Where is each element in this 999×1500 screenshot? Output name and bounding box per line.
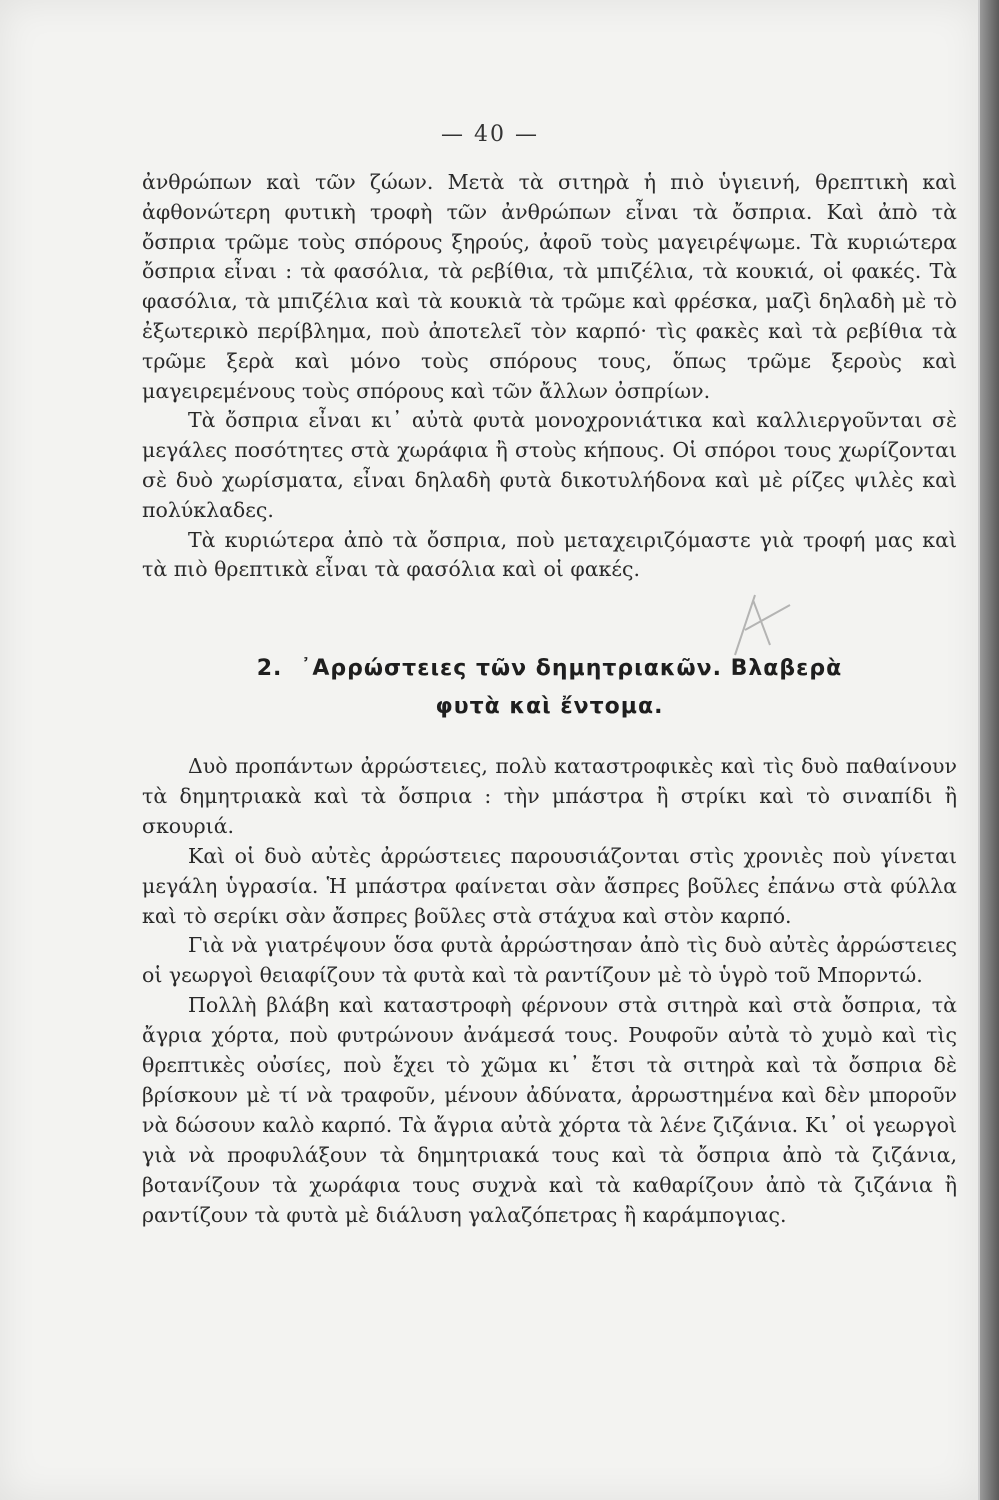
paragraph: Γιὰ νὰ γιατρέψουν ὅσα φυτὰ ἀρρώστησαν ἀπὸ τὶς δυὸ αὐτὲς ἀρρώστειες οἱ γεωργοὶ θειαφίζουν τὰ φυτὰ καὶ τὰ ραντίζουν μὲ τὸ ὑγρὸ τοῦ Μπορντώ. [142, 933, 957, 988]
section-number: 2. [256, 656, 283, 681]
paragraph: Δυὸ προπάντων ἀρρώστειες, πολὺ καταστροφικὲς καὶ τὶς δυὸ παθαίνουν τὰ δημητριακὰ καὶ τὰ ὄσπρια : τὴν μπάστρα ἢ στρίκι καὶ τὸ σιναπίδι ἢ σκουριά. [142, 754, 957, 838]
section-title-line-1: ᾿Αρρώστειες τῶν δημητριακῶν. Βλαβερὰ [300, 656, 843, 681]
book-spine-edge [980, 0, 999, 1500]
paragraph: ἀνθρώπων καὶ τῶν ζώων. Μετὰ τὰ σιτηρὰ ἡ πιὸ ὑγιεινή, θρεπτικὴ καὶ ἀφθονώτερη φυτικὴ τροφὴ τῶν ἀνθρώπων εἶναι τὰ ὄσπρια. Καὶ ἀπὸ τὰ ὄσπρια τρῶμε τοὺς σπόρους ξηρούς, ἀφοῦ τοὺς μαγειρέψωμε. Τὰ κυριώτερα ὄσπρια εἶναι : τὰ φασόλια, τὰ ρεβίθια, τὰ μπιζέλια, τὰ κουκιά, οἱ φακές. Τὰ φασόλια, τὰ μπιζέλια καὶ τὰ κουκιὰ τὰ τρῶμε καὶ φρέσκα, μαζὶ δηλαδὴ μὲ τὸ ἐξωτερικὸ περίβλημα, ποὺ ἀποτελεῖ τὸν καρπό· τὶς φακὲς καὶ τὰ ρεβίθια τὰ τρῶμε ξερὰ καὶ μόνο τοὺς σπόρους τους, ὅπως τρῶμε ξεροὺς καὶ μαγειρεμένους τοὺς σπόρους καὶ τῶν ἄλλων ὀσπρίων. [142, 170, 957, 403]
paragraph: Καὶ οἱ δυὸ αὐτὲς ἀρρώστειες παρουσιάζονται στὶς χρονιὲς ποὺ γίνεται μεγάλη ὑγρασία. Ἡ μπάστρα φαίνεται σὰν ἄσπρες βοῦλες ἐπάνω στὰ φύλλα καὶ τὸ σερίκι σὰν ἄσπρες βοῦλες στὰ στάχυα καὶ στὸν καρπό. [142, 843, 957, 928]
paragraph: Πολλὴ βλάβη καὶ καταστροφὴ φέρνουν στὰ σιτηρὰ καὶ στὰ ὄσπρια, τὰ ἄγρια χόρτα, ποὺ φυτρώνουν ἀνάμεσά τους. Ρουφοῦν αὐτὰ τὸ χυμὸ καὶ τὶς θρεπτικὲς οὐσίες, ποὺ ἔχει τὸ χῶμα κι᾿ ἔτσι τὰ σιτηρὰ καὶ τὰ ὄσπρια δὲ βρίσκουν μὲ τί νὰ τραφοῦν, μένουν ἀδύνατα, ἀρρωστημένα καὶ δὲν μποροῦν νὰ δώσουν καλὸ καρπό. Τὰ ἄγρια αὐτὰ χόρτα τὰ λένε ζιζάνια. Κι᾿ οἱ γεωργοὶ γιὰ νὰ προφυλάξουν τὰ δημητριακά τους καὶ τὰ ὄσπρια ἀπὸ τὰ ζιζάνια, βοτανίζουν τὰ χωράφια τους συχνὰ καὶ τὰ καθαρίζουν ἀπὸ τὰ ζιζάνια ἢ ραντίζουν τὰ φυτὰ μὲ διάλυση γαλαζόπετρας ἢ καράμπογιας. [142, 993, 957, 1227]
section-1-text [142, 168, 957, 585]
page-number: — 40 — [441, 122, 539, 147]
paragraph: Τὰ ὄσπρια εἶναι κι᾿ αὐτὰ φυτὰ μονοχρονιάτικα καὶ καλλιεργοῦνται σὲ μεγάλες ποσότητες στὰ χωράφια ἢ στοὺς κήπους. Οἱ σπόροι τους χωρίζονται σὲ δυὸ χωρίσματα, εἶναι δηλαδὴ φυτὰ δικοτυλήδονα καὶ μὲ ρίζες ψιλὲς καὶ πολύκλαδες. [142, 408, 957, 522]
paragraph: Τὰ κυριώτερα ἀπὸ τὰ ὄσπρια, ποὺ μεταχειριζόμαστε γιὰ τροφή μας καὶ τὰ πιὸ θρεπτικὰ εἶναι τὰ φασόλια καὶ οἱ φακές. [142, 527, 957, 582]
section-title-line-2: φυτὰ καὶ ἔντομα. [435, 694, 664, 719]
section-2-text [142, 752, 957, 1231]
section-heading [142, 650, 957, 726]
